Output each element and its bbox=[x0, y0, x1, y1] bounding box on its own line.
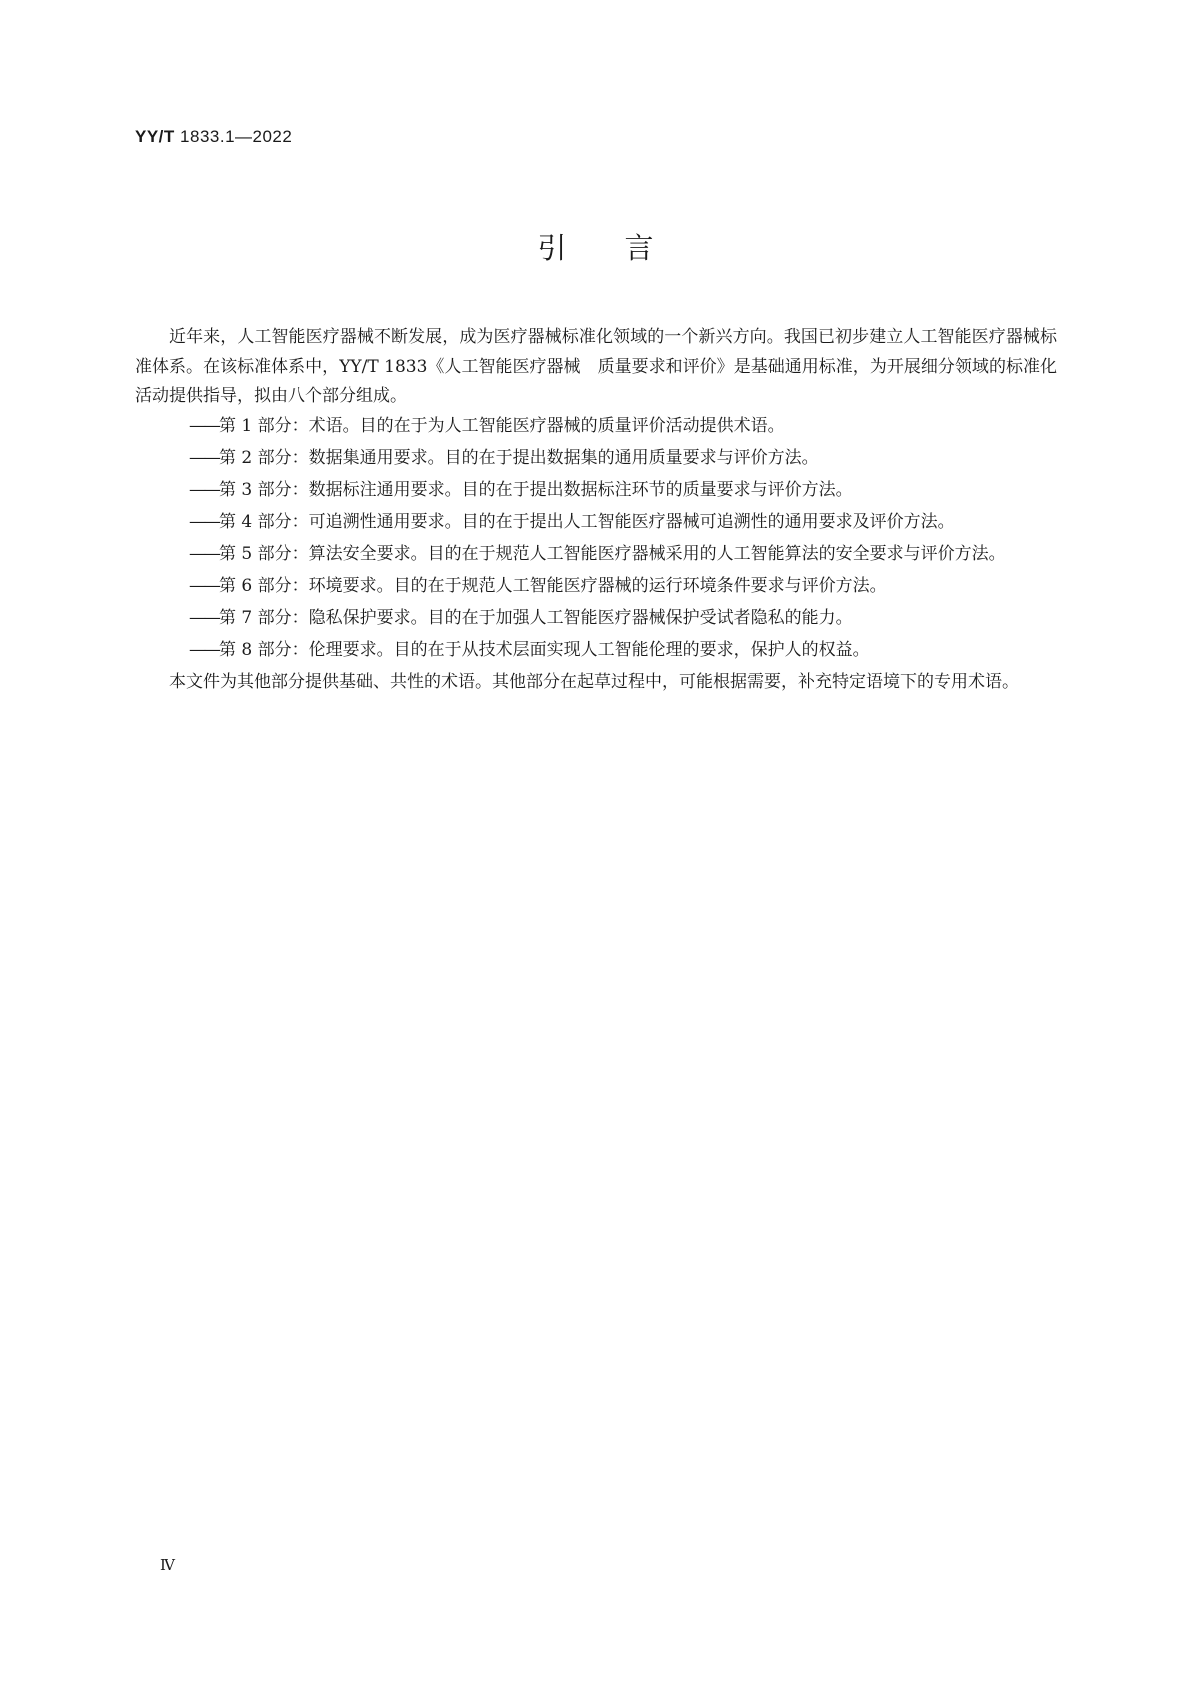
closing-paragraph: 本文件为其他部分提供基础、共性的术语。其他部分在起草过程中，可能根据需要，补充特定语境下的专用术语。 bbox=[169, 671, 1019, 692]
list-item-part-1 bbox=[135, 412, 1057, 442]
list-item-part-2 bbox=[135, 444, 1057, 474]
list-item-text: 第 7 部分：隐私保护要求。目的在于加强人工智能医疗器械保护受试者隐私的能力。 bbox=[219, 607, 853, 628]
list-item-text: 第 1 部分：术语。目的在于为人工智能医疗器械的质量评价活动提供术语。 bbox=[219, 415, 785, 436]
list-item-part-7 bbox=[135, 604, 1057, 634]
list-item-text: 第 3 部分：数据标注通用要求。目的在于提出数据标注环节的质量要求与评价方法。 bbox=[219, 479, 853, 500]
intro-paragraph: 近年来，人工智能医疗器械不断发展，成为医疗器械标准化领域的一个新兴方向。我国已初步建立人工智能医疗器械标准体系。在该标准体系中，YY/T 1833《人工智能医疗器械 质量要求和评价》是基础通用标准，为开展细分领域的标准化活动提供指导，拟由八个部分组成。 bbox=[135, 327, 1057, 407]
list-item-part-3 bbox=[135, 476, 1057, 506]
list-item-text: 第 5 部分：算法安全要求。目的在于规范人工智能医疗器械采用的人工智能算法的安全要求与评价方法。 bbox=[219, 543, 1006, 564]
page-number: Ⅳ bbox=[160, 1556, 175, 1574]
list-item-part-6 bbox=[135, 572, 1057, 602]
list-item-text: 第 6 部分：环境要求。目的在于规范人工智能医疗器械的运行环境条件要求与评价方法。 bbox=[219, 575, 887, 596]
document-body bbox=[135, 323, 1057, 697]
list-dash: —— bbox=[189, 479, 219, 500]
standard-prefix: YY/T bbox=[135, 127, 175, 146]
list-item-text: 第 8 部分：伦理要求。目的在于从技术层面实现人工智能伦理的要求，保护人的权益。 bbox=[219, 639, 870, 660]
list-item-text: 第 2 部分：数据集通用要求。目的在于提出数据集的通用质量要求与评价方法。 bbox=[219, 447, 819, 468]
page-title: 引言 bbox=[537, 231, 712, 265]
list-dash: —— bbox=[189, 575, 219, 596]
list-item-part-8 bbox=[135, 636, 1057, 666]
standard-number: 1833.1—2022 bbox=[180, 127, 293, 146]
document-identifier bbox=[135, 127, 292, 147]
list-dash: —— bbox=[189, 415, 219, 436]
list-dash: —— bbox=[189, 447, 219, 468]
list-dash: —— bbox=[189, 639, 219, 660]
list-item-part-5 bbox=[135, 540, 1057, 570]
list-item-text: 第 4 部分：可追溯性通用要求。目的在于提出人工智能医疗器械可追溯性的通用要求及评价方法。 bbox=[219, 511, 955, 532]
list-dash: —— bbox=[189, 511, 219, 532]
list-item-part-4 bbox=[135, 508, 1057, 538]
list-dash: —— bbox=[189, 543, 219, 564]
list-dash: —— bbox=[189, 607, 219, 628]
